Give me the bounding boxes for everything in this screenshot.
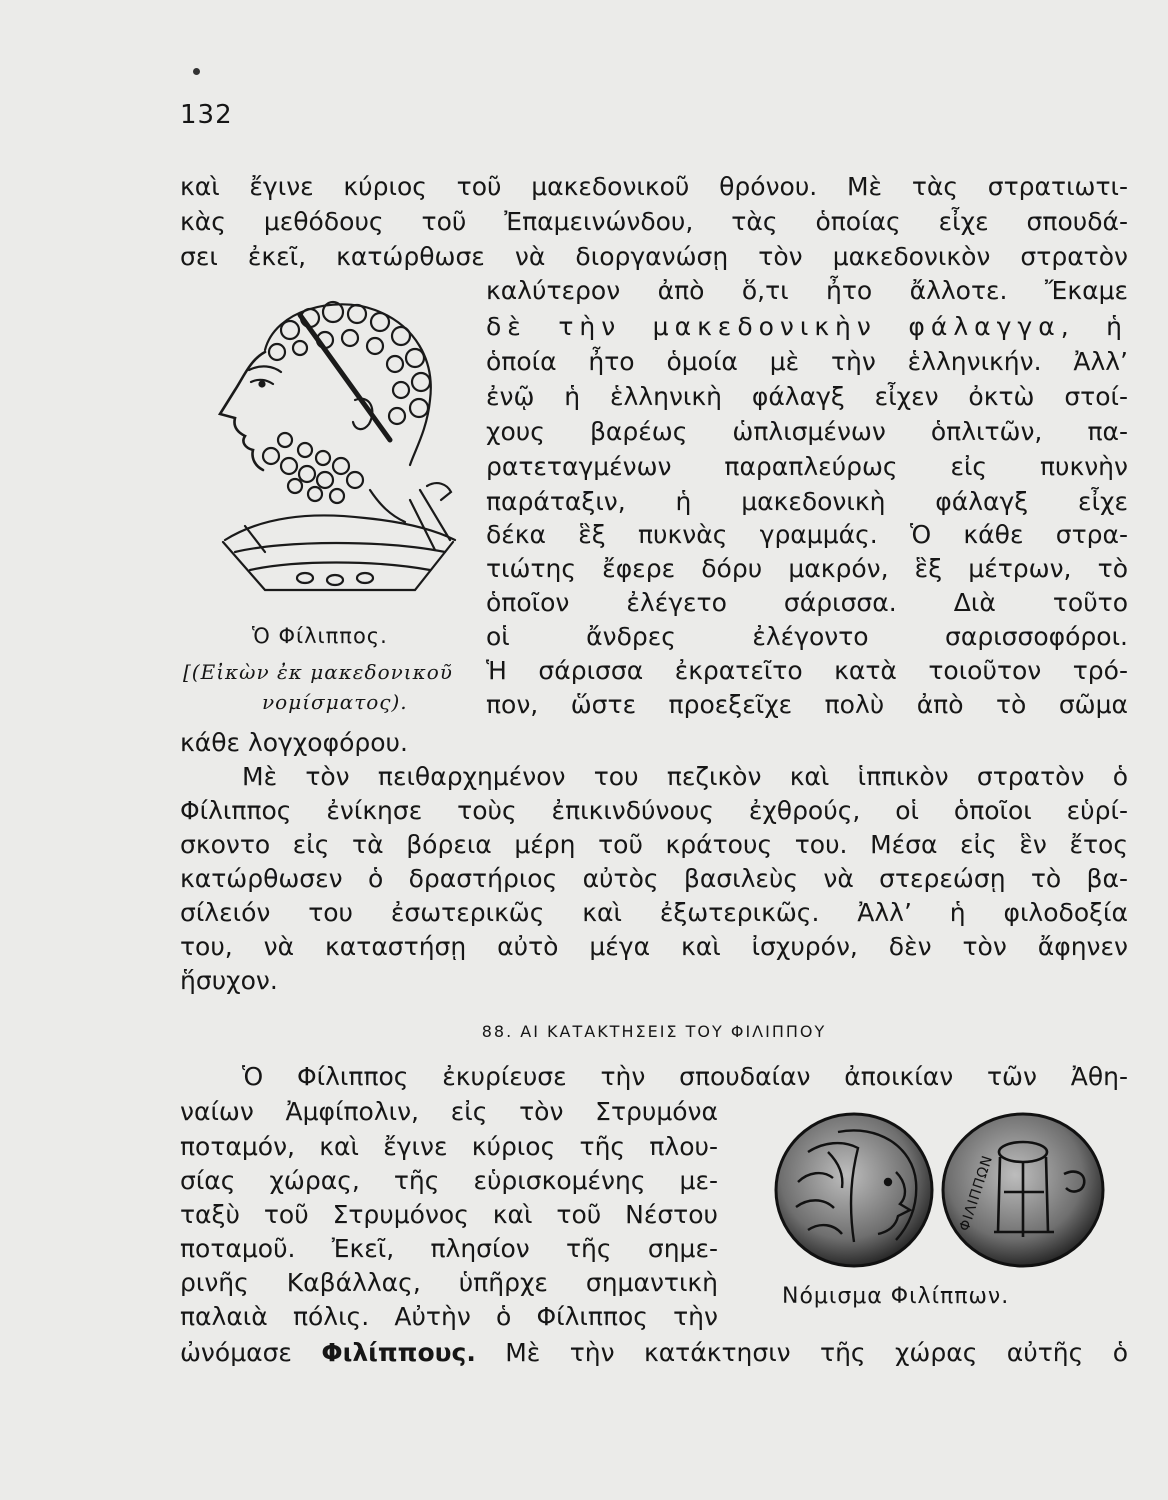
text-line-top-1: καὶ ἔγινε κύριος τοῦ μακεδονικοῦ θρόνου. Μὲ τὰς στρατιωτι- xyxy=(180,172,1128,201)
text-line-left-7: παλαιὰ πόλις. Αὐτὴν ὁ Φίλιππος τὴν xyxy=(180,1302,718,1331)
text-line-right-9: τιώτης ἔφερε δόρυ μακρόν, ἓξ μέτρων, τὸ xyxy=(486,554,1128,583)
text-line-section-first: Ὁ Φίλιππος ἐκυρίευσε τὴν σπουδαίαν ἀποικίαν τῶν Ἀθη- xyxy=(242,1062,1128,1091)
text-line-middle-8: ἥσυχον. xyxy=(180,966,278,995)
text-line-middle-7: του, νὰ καταστήσῃ αὐτὸ μέγα καὶ ἰσχυρόν, δὲν τὸν ἄφηνεν xyxy=(180,932,1128,961)
text-line-right-11: οἱ ἄνδρες ἐλέγοντο σαρισσοφόροι. xyxy=(486,622,1128,651)
text-line-right-4: ἐνῷ ἡ ἑλληνικὴ φάλαγξ εἶχεν ὀκτὼ στοί- xyxy=(486,382,1128,411)
text-line-top-2: κὰς μεθόδους τοῦ Ἐπαμεινώνδου, τὰς ὁποίας εἶχε σπουδά- xyxy=(180,207,1128,236)
coins-illustration xyxy=(768,1112,1113,1272)
text-line-top-3: σει ἐκεῖ, κατώρθωσε νὰ διοργανώσῃ τὸν μακεδονικὸν στρατὸν xyxy=(180,242,1128,271)
text-line-last xyxy=(180,1336,1128,1370)
text-line-right-7: παράταξιν, ἡ μακεδονικὴ φάλαγξ εἶχε xyxy=(486,487,1128,516)
text-line-right-13: πον, ὥστε προεξεῖχε πολὺ ἀπὸ τὸ σῶμα xyxy=(486,690,1128,719)
text-line-middle-6: σίλειόν του ἐσωτερικῶς καὶ ἐξωτερικῶς. Ἀλλ’ ἡ φιλοδοξία xyxy=(180,898,1128,927)
text-line-left-2: ποταμόν, καὶ ἔγινε κύριος τῆς πλου- xyxy=(180,1132,718,1161)
text-line-left-6: ρινῆς Καβάλλας, ὑπῆρχε σημαντικὴ xyxy=(180,1268,718,1297)
text-line-right-6: ρατεταγμένων παραπλεύρως εἰς πυκνὴν xyxy=(486,452,1128,481)
page-number: 132 xyxy=(180,100,233,130)
text-line-middle-1: κάθε λογχοφόρου. xyxy=(180,728,408,757)
text-line-right-3: ὁποία ἦτο ὁμοία μὲ τὴν ἑλληνικήν. Ἀλλ’ xyxy=(486,347,1128,376)
text-line-left-1: ναίων Ἀμφίπολιν, εἰς τὸν Στρυμόνα xyxy=(180,1097,718,1126)
text-line-left-3: σίας χώρας, τῆς εὑρισκομένης με- xyxy=(180,1166,718,1195)
portrait-caption-line-1: [(Εἰκὼν ἐκ μακεδονικοῦ xyxy=(183,660,453,684)
portrait-caption-line-2: νομίσματος). xyxy=(262,690,408,714)
text-line-right-10: ὁποῖον ἐλέγετο σάρισσα. Διὰ τοῦτο xyxy=(486,588,1128,617)
coin-caption: Νόμισμα Φιλίππων. xyxy=(782,1284,1010,1309)
text-line-middle-4: σκοντο εἰς τὰ βόρεια μέρη τοῦ κράτους του. Μέσα εἰς ἓν ἔτος xyxy=(180,830,1128,859)
text-line-left-4: ταξὺ τοῦ Στρυμόνος καὶ τοῦ Νέστου xyxy=(180,1200,718,1229)
text-line-right-5: χους βαρέως ὡπλισμένων ὁπλιτῶν, πα- xyxy=(486,417,1128,446)
text-line-left-5: ποταμοῦ. Ἐκεῖ, πλησίον τῆς σημε- xyxy=(180,1234,718,1263)
philip-portrait-illustration xyxy=(205,290,467,610)
text-line-middle-5: κατώρθωσεν ὁ δραστήριος αὐτὸς βασιλεὺς νὰ στερεώσῃ τὸ βα- xyxy=(180,864,1128,893)
philippi-bold-term: Φιλίππους. xyxy=(321,1338,476,1367)
text-line-right-1: καλύτερον ἀπὸ ὅ,τι ἦτο ἄλλοτε. Ἔκαμε xyxy=(486,276,1128,305)
text-line-right-12: Ἡ σάρισσα ἐκρατεῖτο κατὰ τοιοῦτον τρό- xyxy=(486,656,1128,685)
last-line-end: Μὲ τὴν κατάκτησιν τῆς χώρας αὐτῆς ὁ xyxy=(475,1338,1128,1367)
text-line-middle-2: Μὲ τὸν πειθαρχημένον του πεζικὸν καὶ ἱππικὸν στρατὸν ὁ xyxy=(242,762,1128,791)
ink-speck xyxy=(193,68,200,75)
last-line-start: ὠνόμασε xyxy=(180,1338,322,1367)
text-line-middle-3: Φίλιππος ἐνίκησε τοὺς ἐπικινδύνους ἐχθρούς, οἱ ὁποῖοι εὑρί- xyxy=(180,796,1128,825)
text-line-right-8: δέκα ἓξ πυκνὰς γραμμάς. Ὁ κάθε στρα- xyxy=(486,520,1128,549)
section-heading: 88. ΑΙ ΚΑΤΑΚΤΗΣΕΙΣ ΤΟΥ ΦΙΛΙΠΠΟΥ xyxy=(481,1022,827,1041)
portrait-caption-title: Ὁ Φίλιππος. xyxy=(252,624,388,648)
text-line-right-2: δὲ τὴν μακεδονικὴν φάλαγγα, ἡ xyxy=(486,312,1128,341)
coin-inscription: ΦΙΛΙΠΠΩΝ xyxy=(956,1153,997,1234)
